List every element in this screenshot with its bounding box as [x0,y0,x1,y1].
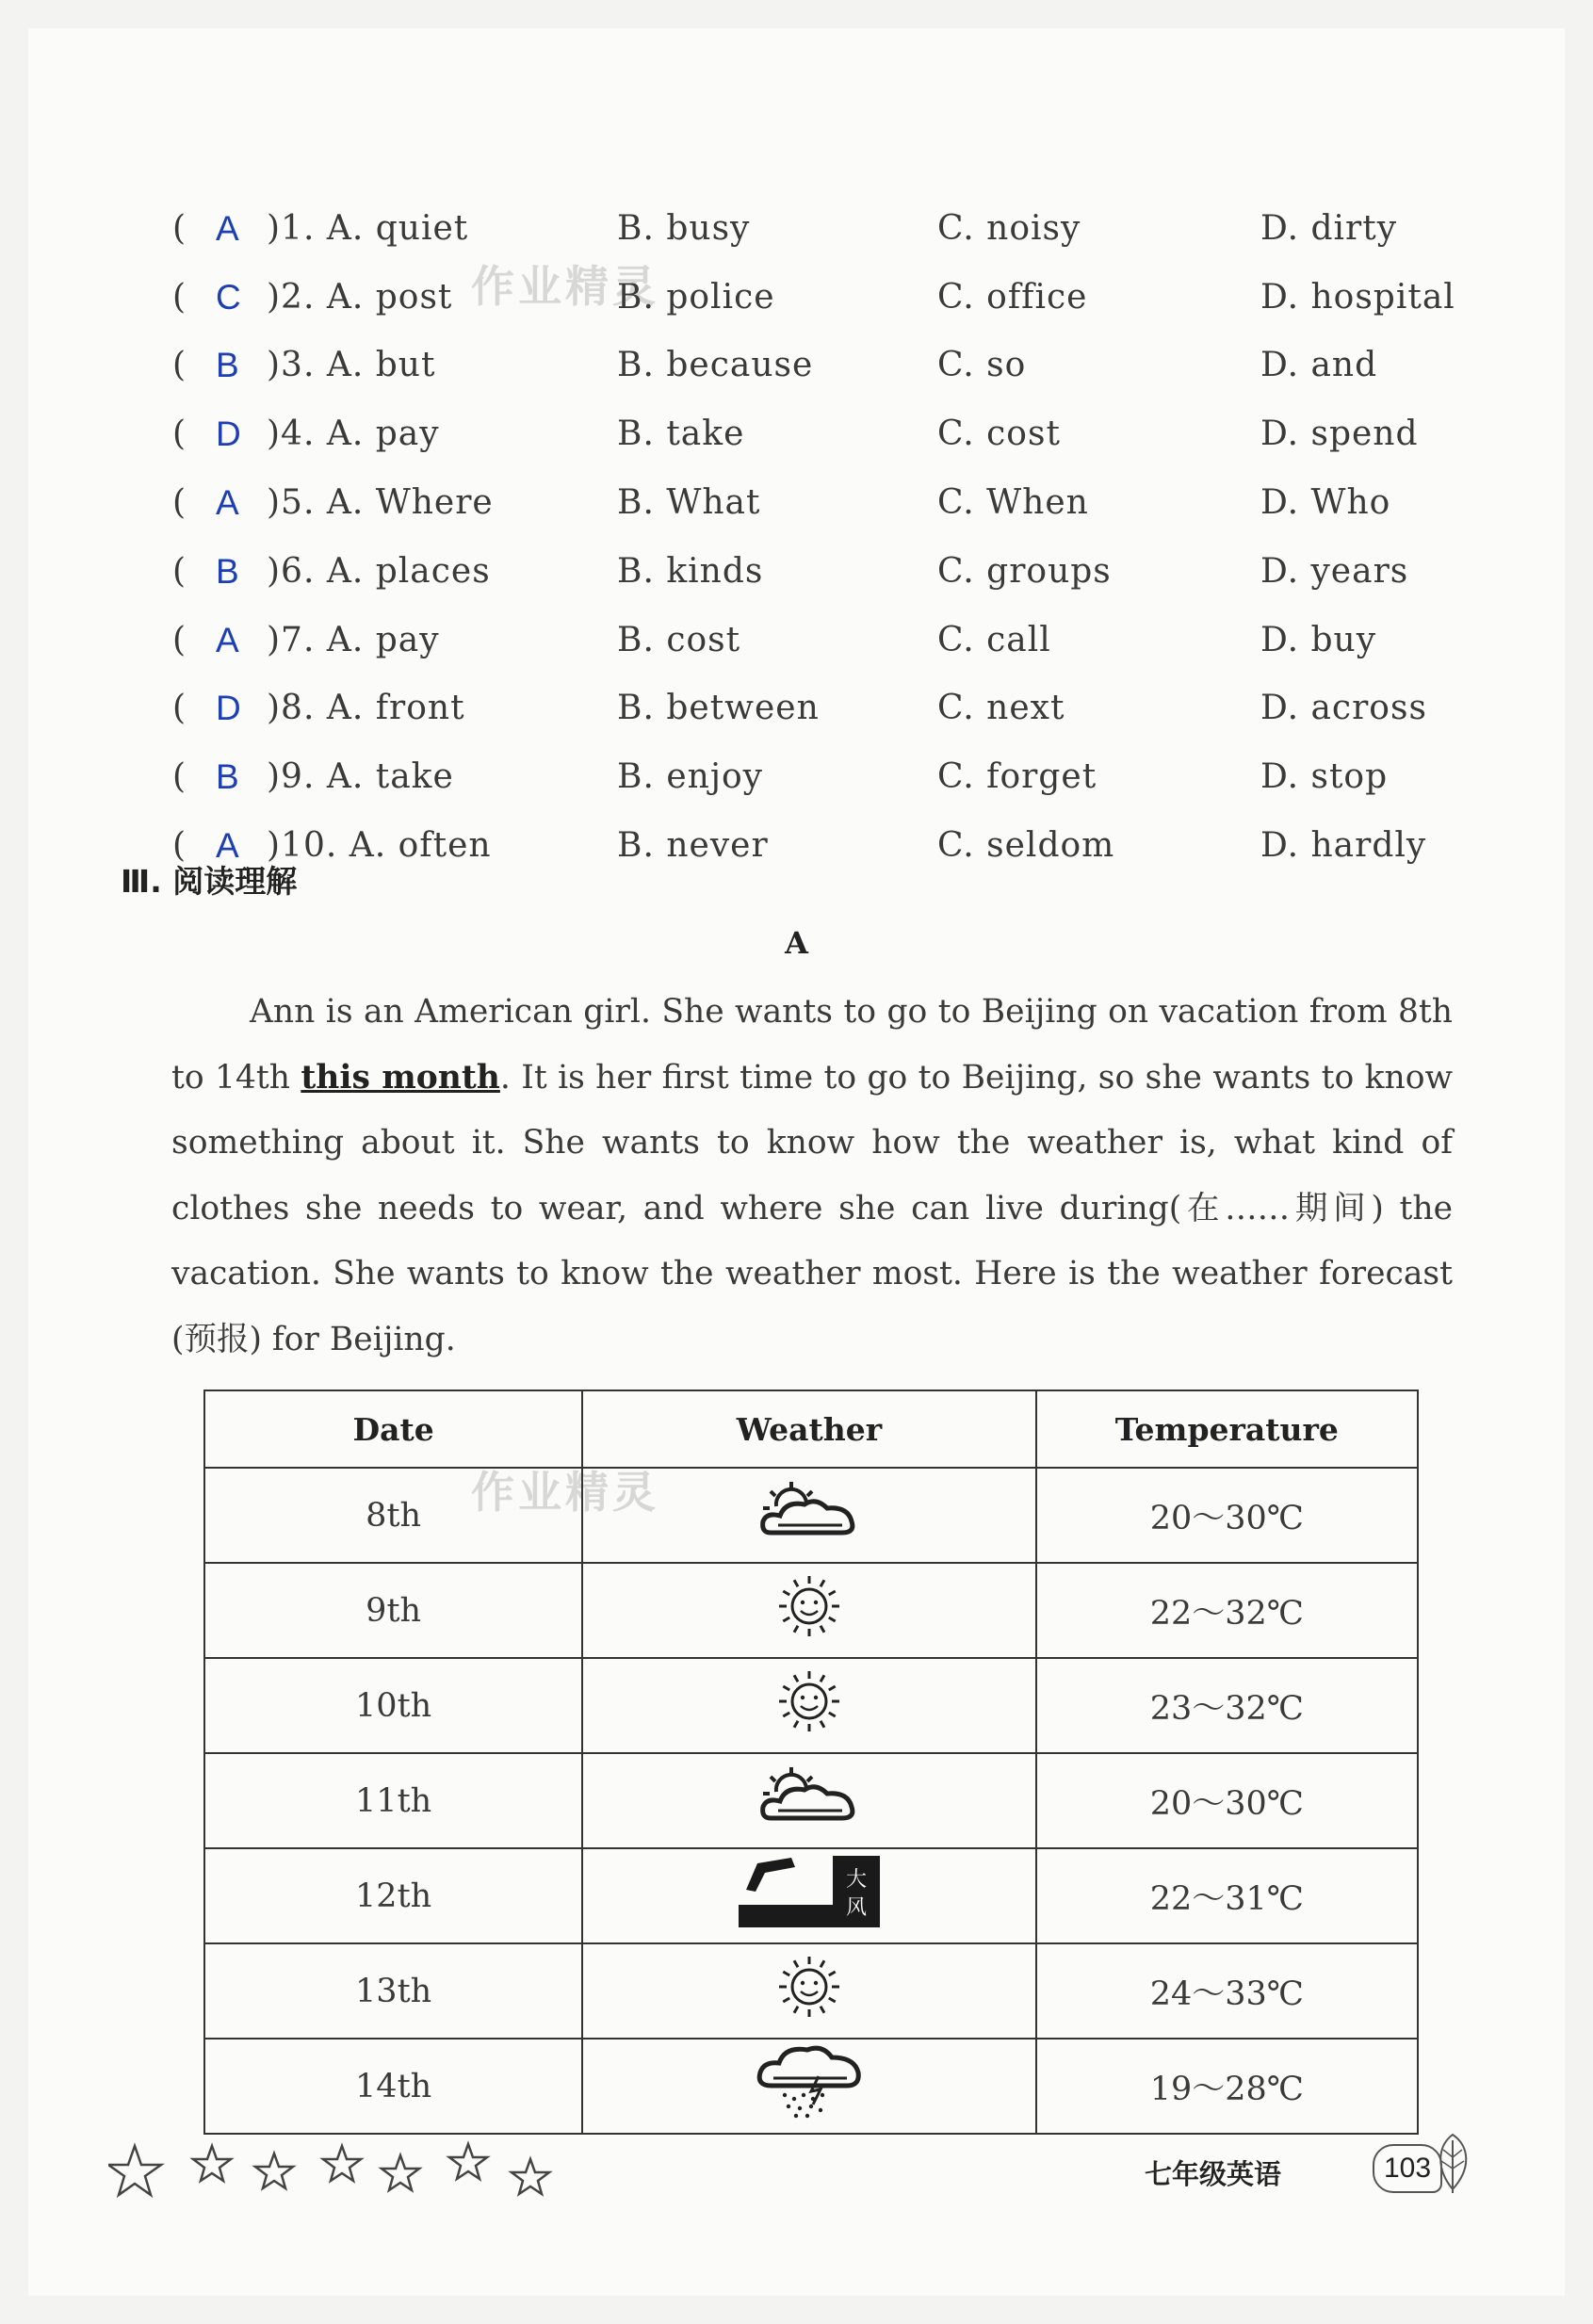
option-b: B. between [617,689,820,727]
option-d: D. spend [1260,414,1419,453]
header-date: Date [204,1390,582,1468]
reading-passage [171,980,1453,1373]
question-stem: )2. A. post [267,278,453,317]
option-b: B. because [617,346,814,384]
choice-question-row [172,621,1472,677]
cell-temperature: 22～32℃ [1036,1563,1418,1658]
answer-letter: D [216,414,242,453]
paren-open: ( [172,346,187,384]
option-b: B. busy [617,209,751,248]
option-c: C. call [937,621,1051,659]
sunny-icon [772,1664,847,1747]
answer-letter: B [216,552,240,591]
question-stem: )5. A. Where [267,483,494,522]
cell-date: 9th [204,1563,582,1658]
option-d: D. and [1260,346,1378,384]
option-c: C. seldom [937,826,1115,865]
passage-text-1: Ann is an American girl. She wants to go to Beijing on vacation from 8th to 14th [171,993,1453,1097]
choice-question-row [172,826,1472,883]
answer-letter: A [216,209,240,248]
cell-temperature: 23～32℃ [1036,1658,1418,1753]
choice-question-row [172,346,1472,402]
table-row [204,1753,1418,1848]
answer-letter: A [216,826,240,865]
option-b: B. kinds [617,552,764,591]
answer-letter: B [216,346,240,384]
table-row [204,1943,1418,2039]
question-stem: )9. A. take [267,757,454,796]
option-b: B. never [617,826,769,865]
table-row [204,1848,1418,1943]
table-row [204,1563,1418,1658]
rain-icon [753,2042,866,2130]
question-stem: )3. A. but [267,346,436,384]
book-title: 七年级英语 [1145,2158,1282,2190]
option-d: D. buy [1260,621,1377,659]
option-d: D. hospital [1260,278,1455,317]
paren-open: ( [172,209,187,248]
choice-question-row [172,689,1472,745]
option-c: C. noisy [937,209,1081,248]
cell-weather [582,1658,1035,1753]
star-icon [193,2146,231,2181]
answer-letter: A [216,621,240,659]
option-b: B. What [617,483,761,522]
cell-date: 11th [204,1753,582,1848]
option-d: D. years [1260,552,1409,591]
wind-icon-char: 大 [845,1868,867,1892]
cell-temperature: 22～31℃ [1036,1848,1418,1943]
partly-cloudy-icon [757,1763,861,1838]
sunny-icon [772,1568,847,1652]
star-icon [449,2144,487,2179]
table-row [204,1658,1418,1753]
question-stem: )7. A. pay [267,621,440,659]
question-stem: )6. A. places [267,552,491,591]
paren-open: ( [172,552,187,591]
section-heading: Ⅲ. 阅读理解 [121,863,298,900]
question-stem: )4. A. pay [267,414,440,453]
star-icon [255,2153,293,2188]
star-icon [382,2155,419,2190]
choice-question-row [172,414,1472,471]
table-row [204,2039,1418,2134]
cell-weather [582,2039,1035,2134]
leaf-icon [1432,2131,1473,2197]
option-c: C. cost [937,414,1061,453]
star-icon [108,2146,161,2195]
wind-icon-char: 风 [845,1896,867,1920]
option-b: B. police [617,278,775,317]
option-c: C. office [937,278,1088,317]
option-c: C. so [937,346,1027,384]
header-weather: Weather [582,1390,1035,1468]
watermark: 作业精灵 [471,261,659,312]
question-stem: )10. A. often [267,826,492,865]
watermark: 作业精灵 [471,1467,659,1518]
cell-date: 13th [204,1943,582,2039]
option-c: C. When [937,483,1089,522]
passage-text-2: . It is her first time to go to Beijing, so she wants to know something about it. She wants to know how the weather is, what kind of clothes she needs to wear, and where she can live during(在……期间) the vacation. She wants to know the weather most. Here is the weather forecast (预报) for Beijing. [171,1058,1453,1358]
option-b: B. take [617,414,745,453]
star-icon [512,2159,549,2194]
header-temperature: Temperature [1036,1390,1418,1468]
cell-temperature: 19～28℃ [1036,2039,1418,2134]
option-c: C. forget [937,757,1097,796]
choice-question-row [172,483,1472,540]
paren-open: ( [172,689,187,727]
choice-question-row [172,757,1472,814]
page-number: 103 [1373,2144,1442,2193]
paren-open: ( [172,278,187,317]
cell-date: 14th [204,2039,582,2134]
answer-letter: D [216,689,242,727]
answer-letter: B [216,757,240,796]
cell-temperature: 20～30℃ [1036,1753,1418,1848]
cell-weather [582,1468,1035,1563]
answer-letter: A [216,483,240,522]
option-c: C. groups [937,552,1112,591]
cell-temperature: 24～33℃ [1036,1943,1418,2039]
paren-open: ( [172,621,187,659]
cell-weather [582,1753,1035,1848]
cell-weather [582,1563,1035,1658]
answer-letter: C [216,278,242,317]
choice-question-row [172,278,1472,334]
star-icon [323,2146,361,2181]
strong-wind-icon [739,1854,880,1938]
option-b: B. enjoy [617,757,764,796]
option-d: D. hardly [1260,826,1427,865]
question-stem: )1. A. quiet [267,209,469,248]
paren-open: ( [172,826,187,865]
cell-date: 10th [204,1658,582,1753]
cell-date: 8th [204,1468,582,1563]
option-d: D. Who [1260,483,1391,522]
passage-title: A [785,925,808,961]
cell-weather [582,1848,1035,1943]
decorative-stars [108,2138,598,2204]
question-stem: )8. A. front [267,689,465,727]
cell-date: 12th [204,1848,582,1943]
weather-forecast-table [203,1390,1419,2135]
sunny-icon [772,1949,847,2033]
table-row [204,1468,1418,1563]
option-d: D. across [1260,689,1427,727]
option-d: D. dirty [1260,209,1398,248]
option-d: D. stop [1260,757,1389,796]
paren-open: ( [172,483,187,522]
passage-highlight: this month [301,1058,500,1097]
cell-temperature: 20～30℃ [1036,1468,1418,1563]
choice-question-row [172,552,1472,609]
paren-open: ( [172,757,187,796]
partly-cloudy-icon [757,1478,861,1552]
cell-weather [582,1943,1035,2039]
paren-open: ( [172,414,187,453]
choice-question-row [172,209,1472,266]
option-b: B. cost [617,621,741,659]
option-c: C. next [937,689,1065,727]
table-header-row [204,1390,1418,1468]
